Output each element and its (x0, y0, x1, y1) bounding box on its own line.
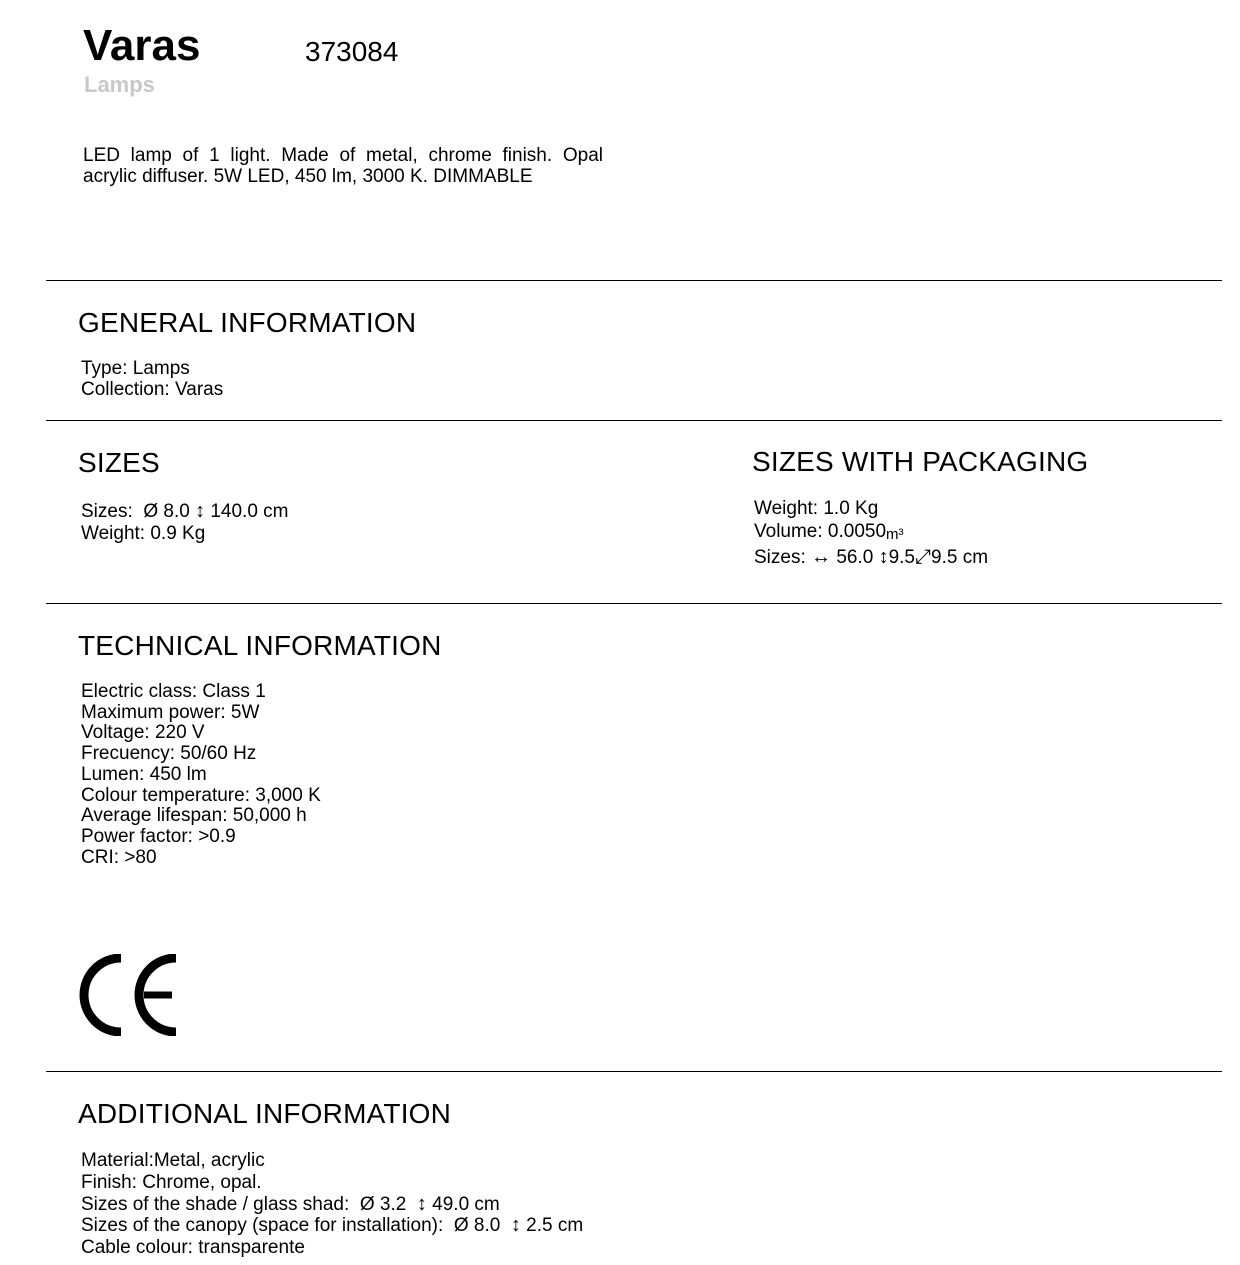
shade-height-value: 49.0 cm (432, 1193, 500, 1215)
technical-information-list (81, 682, 321, 868)
height-value: 9.5 (888, 547, 915, 568)
collection-line: Collection: Varas (81, 378, 224, 400)
list-item: Lumen: 450 lm (81, 763, 207, 785)
weight-line: Weight: 0.9 Kg (81, 523, 206, 544)
divider (46, 280, 1222, 281)
diameter-symbol: Ø (453, 1215, 469, 1237)
list-item: CRI: >80 (81, 846, 157, 868)
list-item: Electric class: Class 1 (81, 681, 266, 702)
packaging-sizes-line (754, 546, 988, 569)
canopy-label: Sizes of the canopy (space for installation): (81, 1215, 444, 1237)
list-item: Power factor: >0.9 (81, 825, 236, 847)
horizontal-arrow-icon: ↔ (811, 546, 832, 568)
packaging-volume-line (754, 520, 988, 546)
depth-value: 9.5 cm (931, 547, 989, 568)
shade-diameter-value: 3.2 (379, 1193, 407, 1215)
diameter-symbol: Ø (143, 501, 159, 522)
volume-value: Volume: 0.0050 (754, 521, 887, 542)
general-information-list (81, 359, 223, 400)
additional-information-list (81, 1150, 583, 1259)
divider (46, 1071, 1222, 1072)
sizes-line (81, 500, 289, 523)
general-information-heading: GENERAL INFORMATION (78, 307, 417, 338)
packaging-weight-line: Weight: 1.0 Kg (754, 498, 879, 519)
list-item: Average lifespan: 50,000 h (81, 805, 307, 827)
shade-sizes-line (81, 1194, 583, 1216)
vertical-arrow-icon: ↕ (416, 1192, 427, 1215)
sizes-label: Sizes: (81, 501, 133, 522)
canopy-sizes-line (81, 1215, 583, 1237)
product-title: Varas (83, 21, 201, 70)
vertical-arrow-icon: ↕ (878, 546, 889, 568)
finish-line: Finish: Chrome, opal. (81, 1171, 262, 1193)
list-item: Maximum power: 5W (81, 701, 260, 723)
height-value: 140.0 cm (210, 501, 289, 522)
list-item: Frecuency: 50/60 Hz (81, 743, 257, 765)
divider (46, 603, 1222, 604)
diameter-value: 8.0 (163, 501, 190, 522)
diagonal-arrow-icon: ⤢ (915, 546, 931, 568)
technical-information-heading: TECHNICAL INFORMATION (78, 630, 442, 661)
cable-colour-line: Cable colour: transparente (81, 1237, 305, 1259)
volume-unit: m³ (886, 526, 904, 543)
sizes-list (81, 500, 289, 545)
vertical-arrow-icon: ↕ (195, 500, 206, 522)
diameter-symbol: Ø (359, 1193, 375, 1215)
packaging-list (754, 497, 988, 569)
product-description: LED lamp of 1 light. Made of metal, chrome finish. Opal acrylic diffuser. 5W LED, 450 lm, 3000 K. DIMMABLE (83, 145, 603, 187)
length-value: 56.0 (836, 547, 874, 568)
product-code: 373084 (305, 36, 399, 67)
type-line: Type: Lamps (81, 358, 190, 379)
list-item: Colour temperature: 3,000 K (81, 784, 321, 806)
canopy-height-value: 2.5 cm (526, 1215, 584, 1237)
sizes-heading: SIZES (78, 447, 160, 478)
product-category: Lamps (84, 72, 155, 97)
ce-mark-icon (76, 954, 178, 1036)
packaging-heading: SIZES WITH PACKAGING (752, 446, 1089, 477)
material-line: Material:Metal, acrylic (81, 1150, 265, 1171)
vertical-arrow-icon: ↕ (510, 1214, 521, 1237)
shade-label: Sizes of the shade / glass shad: (81, 1193, 350, 1215)
list-item: Voltage: 220 V (81, 722, 205, 744)
packaging-sizes-label: Sizes: (754, 547, 806, 568)
additional-information-heading: ADDITIONAL INFORMATION (78, 1098, 452, 1129)
canopy-diameter-value: 8.0 (473, 1215, 501, 1237)
divider (46, 420, 1222, 421)
